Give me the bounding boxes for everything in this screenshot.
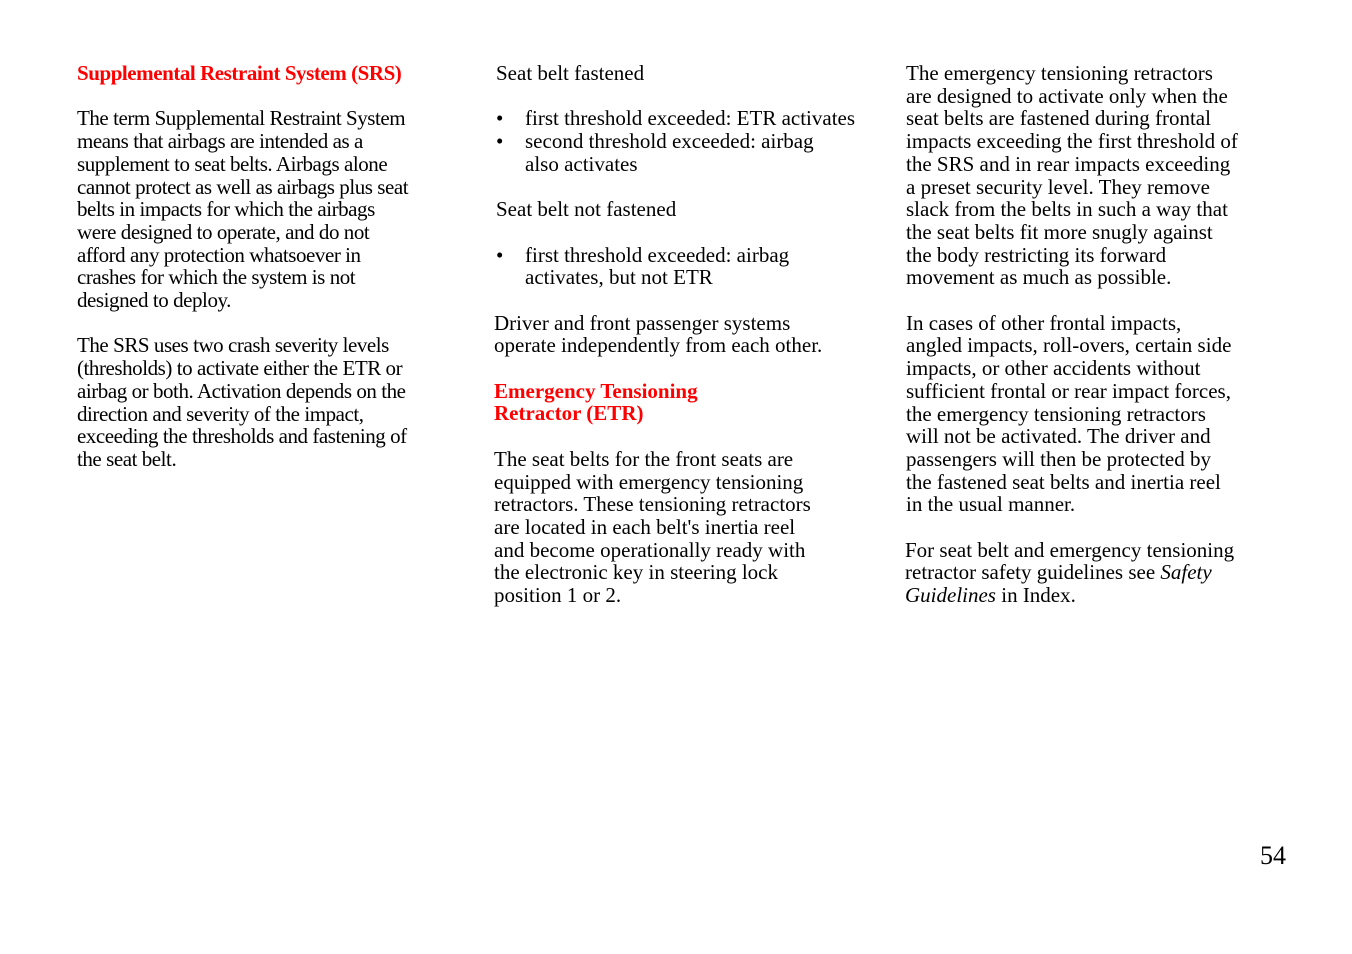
guidelines-text: For seat belt and emergency tensioning retractor safety guidelines see	[905, 537, 1235, 585]
fastened-bullet-list	[494, 107, 866, 175]
spacer	[494, 289, 866, 312]
spacer	[494, 357, 866, 380]
seat-belt-fastened-label: Seat belt fastened	[496, 61, 645, 85]
other-impacts-paragraph: In cases of other frontal impacts, angled impacts, roll-overs, certain side impacts, or other accidents without sufficient frontal or rear impact forces, the emergency tensioning retractors will not be activated. The driver and passengers will then be protected by the fastened seat belts and inertia reel in the usual manner.	[906, 310, 1232, 517]
bullet-icon: •	[496, 129, 504, 154]
list-item-text: first threshold exceeded: ETR activates	[525, 106, 856, 131]
guidelines-suffix: in Index.	[995, 583, 1076, 608]
list-item	[494, 130, 866, 175]
spacer	[494, 85, 866, 108]
independent-systems-paragraph: Driver and front passenger systems operate independently from each other.	[494, 310, 823, 358]
etr-activation-paragraph: The emergency tensioning retractors are designed to activate only when the seat belts are fastened during frontal impacts exceeding the first threshold of the SRS and in rear impacts exceeding a preset security level. They remove slack from the belts in such a way that the seat belts fit more snugly against the body restricting its forward movement as much as possible.	[906, 61, 1238, 290]
middle-column	[494, 62, 866, 607]
etr-heading: Emergency Tensioning Retractor (ETR)	[494, 378, 698, 426]
list-item-text: first threshold exceeded: airbag activates, but not ETR	[525, 242, 790, 290]
spacer	[906, 289, 1278, 312]
bullet-icon: •	[496, 106, 504, 131]
list-item	[494, 107, 866, 130]
safety-guidelines-paragraph	[905, 539, 1278, 607]
list-item	[494, 244, 866, 289]
spacer	[906, 516, 1278, 539]
seat-belt-not-fastened-label: Seat belt not fastened	[496, 197, 677, 222]
srs-thresholds-paragraph: The SRS uses two crash severity levels (thresholds) to activate either the ETR or airbag or both. Activation depends on the direction and severity of the impact, exceeding the thresholds and fastening of the seat belt.	[77, 333, 407, 471]
etr-description-paragraph: The seat belts for the front seats are equipped with emergency tensioning retractors. These tensioning retractors are located in each belt's inertia reel and become operationally ready with the electronic key in steering lock position 1 or 2.	[494, 446, 811, 608]
page-number: 54	[1260, 841, 1286, 870]
bullet-icon: •	[496, 242, 504, 267]
guidelines-reference: Guidelines	[905, 583, 996, 608]
not-fastened-bullet-list	[494, 244, 866, 289]
spacer	[494, 425, 866, 448]
safety-reference: Safety	[1160, 560, 1212, 585]
list-item-text: second threshold exceeded: airbag also activates	[525, 129, 814, 176]
spacer	[494, 221, 866, 244]
spacer	[77, 85, 449, 108]
spacer	[494, 176, 866, 199]
srs-heading: Supplemental Restraint System (SRS)	[77, 61, 402, 85]
srs-intro-paragraph: The term Supplemental Restraint System means that airbags are intended as a supplement to seat belts. Airbags alone cannot protect as well as airbags plus seat belts in impacts for which the airbags were designed to operate, and do not afford any protection whatsoever in crashes for which the system is not designed to deploy.	[77, 106, 409, 313]
spacer	[77, 312, 449, 335]
left-column	[77, 62, 449, 471]
right-column	[906, 62, 1278, 607]
